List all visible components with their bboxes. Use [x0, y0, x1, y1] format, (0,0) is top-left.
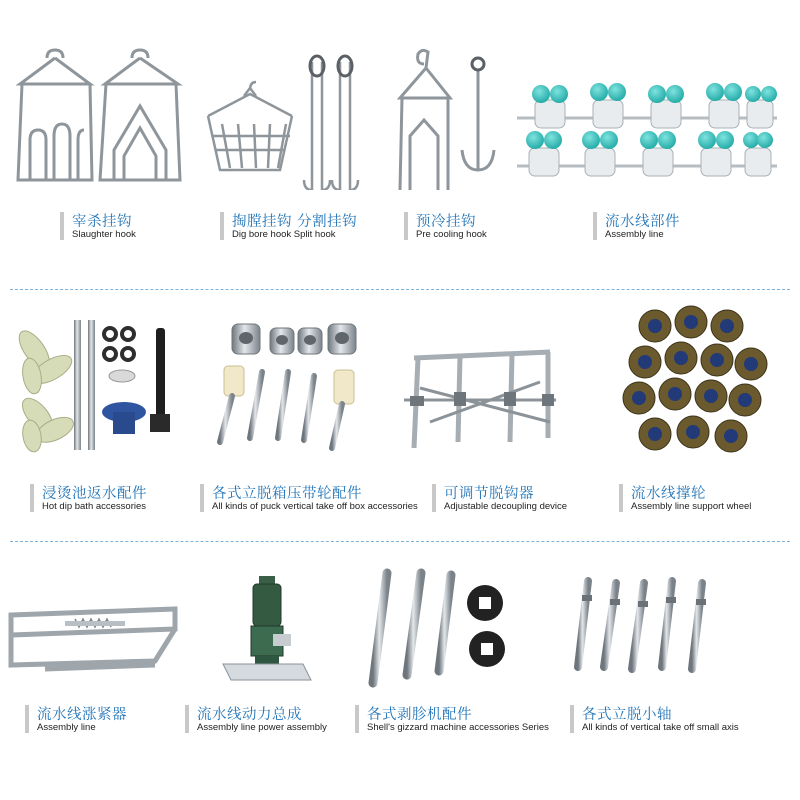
- caption-cn: 预冷挂钩: [416, 214, 476, 230]
- caption-cn: 掏膛挂钩 分割挂钩: [232, 214, 358, 230]
- caption-en: All kinds of puck vertical take off box accessories: [212, 501, 418, 512]
- pressure-wheel-accessories-image: [200, 318, 370, 458]
- small-axis-image: [570, 575, 730, 675]
- dig-bore-split-hook-image: [200, 40, 380, 190]
- caption-en: Hot dip bath accessories: [42, 501, 147, 512]
- hot-dip-bath-accessories-image: [10, 318, 190, 458]
- gizzard-machine-accessories-image: [355, 565, 515, 690]
- caption-en: Assembly line support wheel: [631, 501, 752, 512]
- caption-en: Assembly line: [605, 229, 664, 240]
- caption-en: Pre cooling hook: [416, 229, 487, 240]
- tensioner-image: [5, 595, 190, 685]
- caption-en: Adjustable decoupling device: [444, 501, 568, 512]
- caption-cn: 流水线部件: [605, 214, 680, 230]
- caption-cn: 流水线动力总成: [197, 707, 302, 723]
- power-assembly-image: [215, 572, 315, 692]
- slaughter-hook-image: [10, 40, 190, 190]
- support-wheel-image: [615, 300, 775, 470]
- caption-en: Shell's gizzard machine accessories Series: [367, 722, 549, 733]
- caption-cn: 各式立脱小轴: [582, 707, 672, 723]
- caption-cn: 各式立脱箱压带轮配件: [212, 486, 362, 502]
- caption-en: Dig bore hook Split hook: [232, 229, 336, 240]
- caption-cn: 流水线涨紧器: [37, 707, 127, 723]
- decoupling-device-image: [400, 330, 560, 450]
- caption-en: Assembly line: [37, 722, 96, 733]
- caption-cn: 宰杀挂钩: [72, 214, 132, 230]
- caption-cn: 流水线撑轮: [631, 486, 706, 502]
- caption-cn: 可调节脱钩器: [444, 486, 534, 502]
- assembly-line-parts-image: [515, 70, 780, 180]
- row-divider: [10, 289, 790, 290]
- caption-en: All kinds of vertical take off small axis: [582, 722, 739, 733]
- pre-cooling-hook-image: [390, 40, 510, 195]
- row-divider: [10, 541, 790, 542]
- caption-en: Slaughter hook: [72, 229, 136, 240]
- caption-en: Assembly line power assembly: [197, 722, 327, 733]
- caption-cn: 各式剥胗机配件: [367, 707, 472, 723]
- caption-cn: 浸烫池返水配件: [42, 486, 147, 502]
